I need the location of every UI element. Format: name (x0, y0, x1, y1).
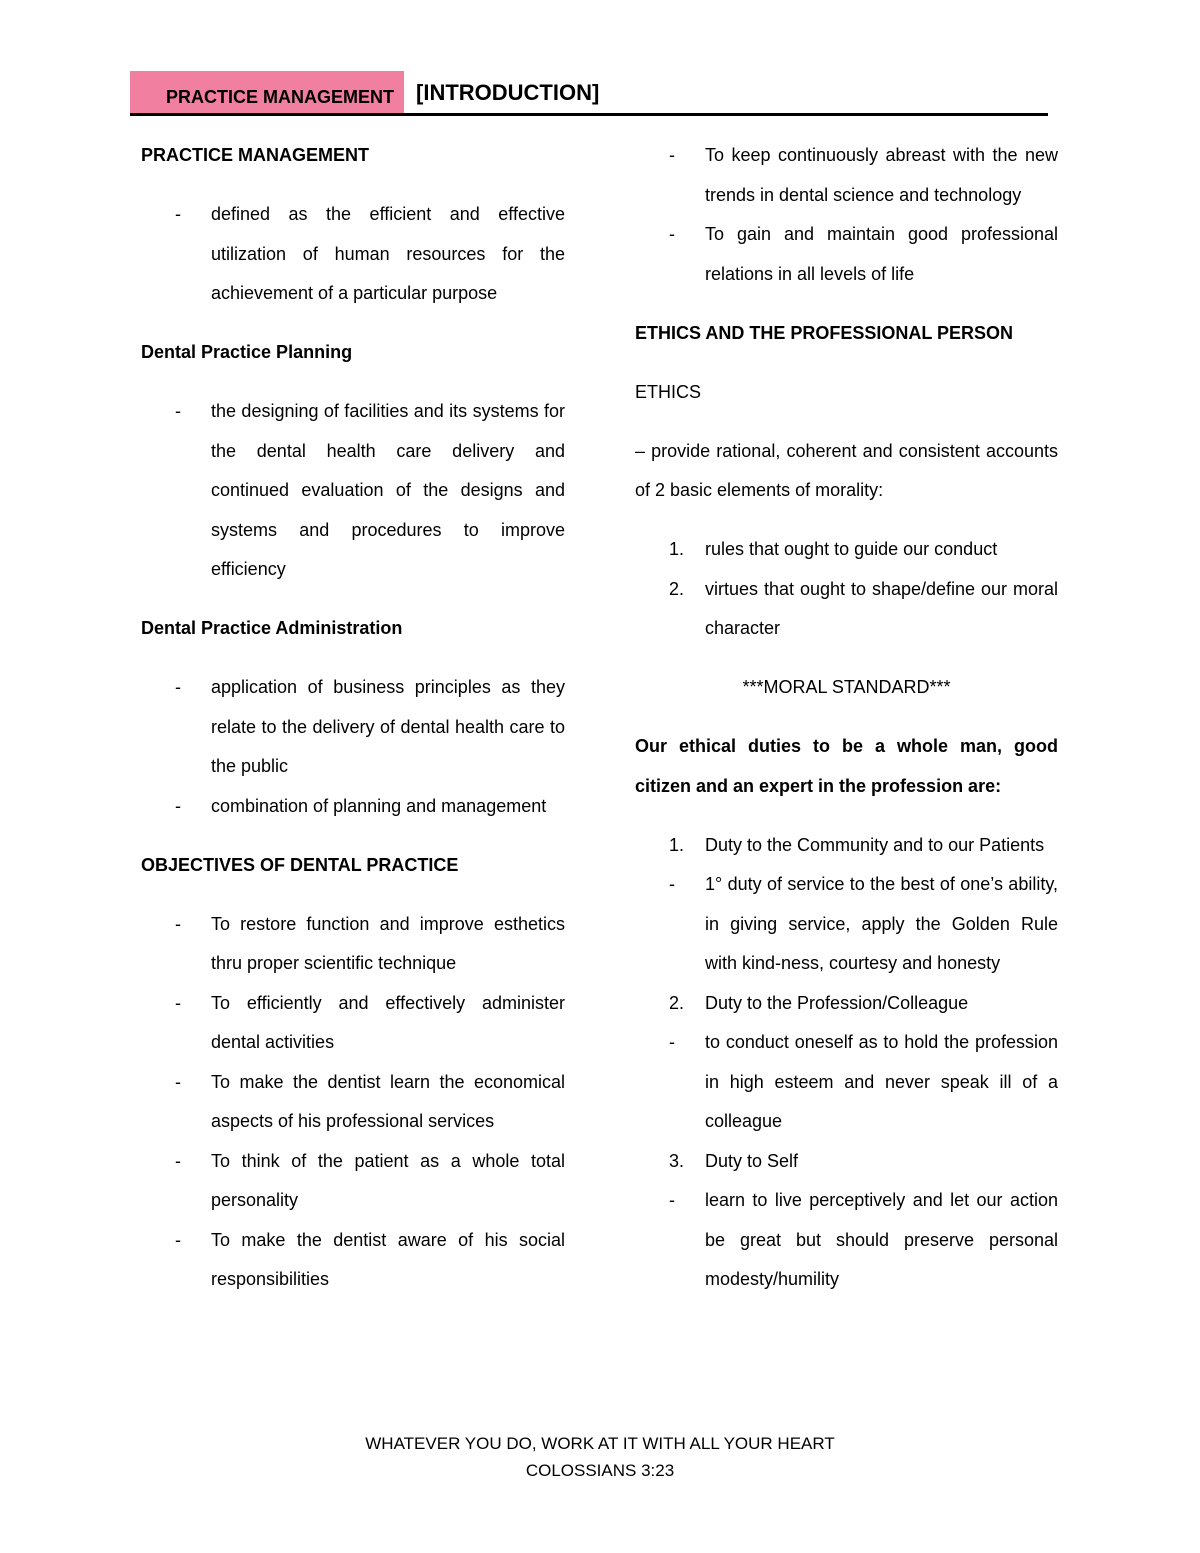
list-item (635, 984, 1058, 1024)
moral-standard-label: ***MORAL STANDARD*** (742, 677, 951, 697)
list-item-text: application of business principles as they relate to the delivery of dental health care to the public (211, 677, 565, 776)
list-item (635, 530, 1058, 570)
list-item (635, 826, 1058, 866)
list-item-text: To think of the patient as a whole total personality (211, 1150, 565, 1210)
list-item (141, 1063, 565, 1142)
list-item-text: learn to live perceptively and let our action be great but should preserve personal modesty/humility (705, 1190, 1058, 1289)
list-number: 3. (669, 1150, 685, 1171)
list-item-text: Duty to the Community and to our Patients (705, 834, 1045, 855)
bullet-dash: - (175, 1071, 181, 1092)
bullet-dash: - (669, 224, 675, 244)
bullet-dash: - (175, 677, 181, 697)
list-item-text: virtues that ought to shape/define our moral character (705, 578, 1058, 638)
list-item-text: 1° duty of service to the best of one’s ability, in giving service, apply the Golden Rule with kind-ness, courtesy and honesty (705, 874, 1058, 973)
list-number: 1. (669, 539, 685, 559)
list-number: 1. (669, 834, 685, 855)
left-column (141, 136, 565, 1300)
bullet-dash: - (669, 1032, 675, 1052)
bullet-dash: - (669, 1190, 675, 1210)
list-item (635, 865, 1058, 984)
list-item-text: the designing of facilities and its systems for the dental health care delivery and continued evaluation of the designs and systems and procedures to improve efficiency (211, 401, 565, 579)
list-item (141, 1142, 565, 1221)
list-item-text: to conduct oneself as to hold the profession in high esteem and never speak ill of a colleague (705, 1032, 1058, 1131)
bullet-dash: - (175, 1229, 181, 1250)
list-item (141, 1221, 565, 1300)
header-tab-label: PRACTICE MANAGEMENT (166, 87, 394, 107)
list-item-text: To keep continuously abreast with the new trends in dental science and technology (705, 145, 1058, 205)
list-item-text: To gain and maintain good professional relations in all levels of life (705, 224, 1058, 284)
list-item-text: defined as the efficient and effective utilization of human resources for the achievement of a particular purpose (211, 204, 565, 303)
list-item (635, 136, 1058, 215)
list-item (635, 215, 1058, 294)
section-heading-objectives: OBJECTIVES OF DENTAL PRACTICE (141, 854, 459, 875)
bullet-dash: - (175, 401, 181, 421)
bullet-dash: - (669, 145, 675, 165)
list-item-text: Duty to the Profession/Colleague (705, 992, 969, 1013)
list-item (141, 668, 565, 787)
list-item (141, 195, 565, 314)
list-item (141, 984, 565, 1063)
list-item (635, 570, 1058, 649)
bullet-dash: - (175, 795, 181, 816)
section-heading-ethics-professional: ETHICS AND THE PROFESSIONAL PERSON (635, 322, 1014, 343)
list-item (141, 392, 565, 590)
list-item (141, 787, 565, 827)
section-heading-practice-management: PRACTICE MANAGEMENT (141, 145, 369, 165)
footer-quote: WHATEVER YOU DO, WORK AT IT WITH ALL YOUR HEART (365, 1434, 835, 1453)
page-title: [INTRODUCTION] (416, 80, 600, 105)
duties-intro: Our ethical duties to be a whole man, good citizen and an expert in the profession are: (635, 736, 1058, 796)
ethics-definition: – provide rational, coherent and consistent accounts of 2 basic elements of morality: (635, 440, 1058, 500)
right-column (635, 136, 1058, 1300)
subheading-ethics: ETHICS (635, 381, 702, 402)
list-item-text: To make the dentist learn the economical aspects of his professional services (211, 1071, 565, 1131)
section-heading-administration: Dental Practice Administration (141, 618, 403, 638)
list-item (635, 1181, 1058, 1300)
header-divider (130, 113, 1048, 116)
list-item-text: Duty to Self (705, 1150, 799, 1171)
bullet-dash: - (175, 1150, 181, 1171)
list-item (635, 1023, 1058, 1142)
section-heading-planning: Dental Practice Planning (141, 342, 353, 362)
bullet-dash: - (175, 992, 181, 1013)
bullet-dash: - (175, 913, 181, 934)
list-item-text: To restore function and improve esthetics thru proper scientific technique (211, 913, 565, 973)
list-item (635, 1142, 1058, 1182)
bullet-dash: - (669, 874, 675, 894)
list-number: 2. (669, 992, 685, 1013)
list-item-text: To make the dentist aware of his social responsibilities (211, 1229, 565, 1289)
list-item-text: combination of planning and management (211, 795, 547, 816)
list-item-text: To efficiently and effectively administer dental activities (211, 992, 565, 1052)
list-item-text: rules that ought to guide our conduct (705, 539, 998, 559)
footer-reference: COLOSSIANS 3:23 (525, 1461, 675, 1480)
header-tab (130, 71, 404, 114)
list-number: 2. (669, 578, 685, 599)
bullet-dash: - (175, 204, 181, 224)
list-item (141, 905, 565, 984)
